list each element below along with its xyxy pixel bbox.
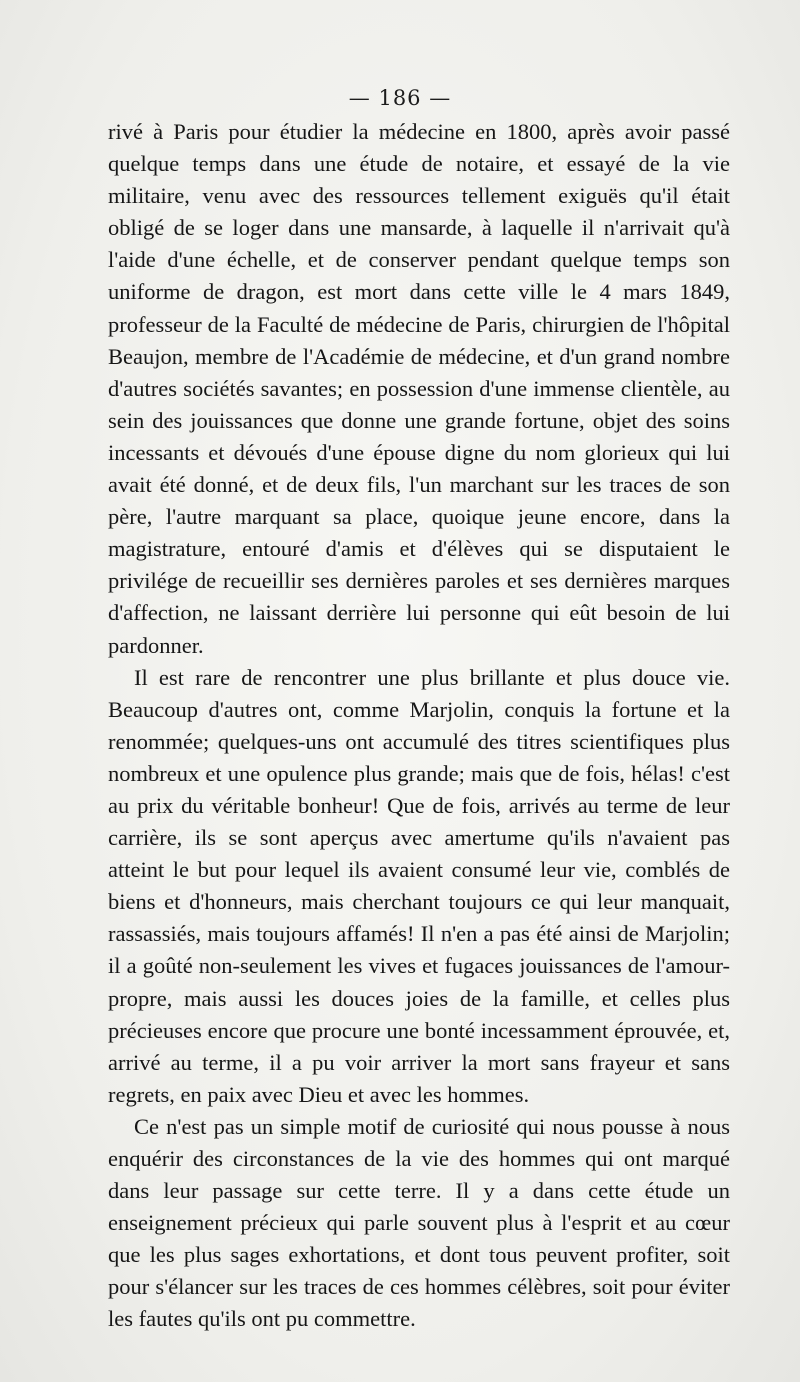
paragraph-2: Il est rare de rencontrer une plus brillante et plus douce vie. Beaucoup d'autres ont, comme Marjolin, conquis la fortune et la renommée; quelques-uns ont accumulé des titres scientifiques plus nombreux et une opulence plus grande; mais que de fois, hélas! c'est au prix du véritable bonheur! Que de fois, arrivés au terme de leur carrière, ils se sont aperçus avec amertume qu'ils n'avaient pas atteint le but pour lequel ils avaient consumé leur vie, comblés de biens et d'honneurs, mais cherchant toujours ce qui leur manquait, rassassiés, mais toujours affamés! Il n'en a pas été ainsi de Marjolin; il a goûté non-seulement les vives et fugaces jouissances de l'amour-propre, mais aussi les douces joies de la famille, et celles plus précieuses encore que procure une bonté incessamment éprouvée, et, arrivé au terme, il a pu voir arriver la mort sans frayeur et sans regrets, en paix avec Dieu et avec les hommes. (108, 664, 730, 1107)
paragraph-1: rivé à Paris pour étudier la médecine en 1800, après avoir passé quelque temps dans une étude de notaire, et essayé de la vie militaire, venu avec des ressources tellement exiguës qu'il était obligé de se loger dans une mansarde, à laquelle il n'arrivait qu'à l'aide d'une échelle, et de conserver pendant quelque temps son uniforme de dragon, est mort dans cette ville le 4 mars 1849, professeur de la Faculté de médecine de Paris, chirurgien de l'hôpital Beaujon, membre de l'Académie de médecine, et d'un grand nombre d'autres sociétés savantes; en possession d'une immense clientèle, au sein des jouissances que donne une grande fortune, objet des soins incessants et dévoués d'une épouse digne du nom glorieux qui lui avait été donné, et de deux fils, l'un marchant sur les traces de son père, l'autre marquant sa place, quoique jeune encore, dans la magistrature, entouré d'amis et d'élèves qui se disputaient le privilége de recueillir ses dernières paroles et ses dernières marques d'affection, ne laissant derrière lui personne qui eût besoin de lui pardonner. (108, 119, 730, 658)
page-number-header: — 186 — (348, 86, 452, 110)
paragraph-3: Ce n'est pas un simple motif de curiosité qui nous pousse à nous enquérir des circonstances de la vie des hommes qui ont marqué dans leur passage sur cette terre. Il y a dans cette étude un enseignement précieux qui parle souvent plus à l'esprit et au cœur que les plus sages exhortations, et dont tous peuvent profiter, soit pour s'élancer sur les traces de ces hommes célèbres, soit pour éviter les fautes qu'ils ont pu commettre. (108, 1113, 730, 1332)
body-text (108, 116, 730, 1336)
